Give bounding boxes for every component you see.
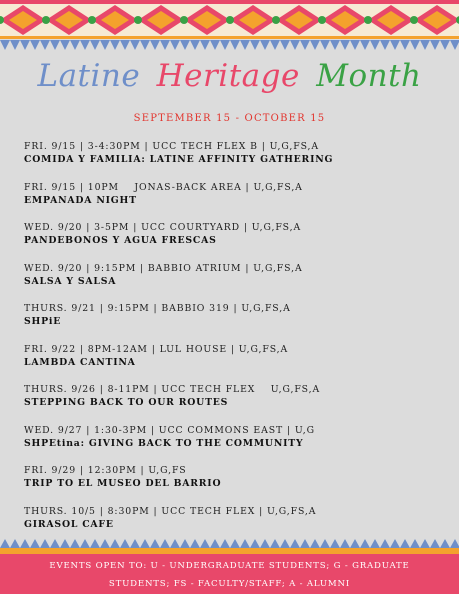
border-sawtooth (40, 539, 50, 548)
border-sawtooth (50, 40, 60, 50)
border-sawtooth (170, 539, 180, 548)
border-sawtooth (420, 539, 430, 548)
border-dot (134, 16, 142, 24)
border-sawtooth (240, 539, 250, 548)
border-sawtooth (180, 40, 190, 50)
border-sawtooth (220, 40, 230, 50)
border-sawtooth (400, 539, 410, 548)
border-dot (180, 16, 188, 24)
border-sawtooth (240, 40, 250, 50)
event-when: THURS. 9/21 | 9:15PM | BABBIO 319 | U,G,FS,A (24, 303, 291, 314)
border-sawtooth (300, 539, 310, 548)
audience-legend-line2: STUDENTS; FS - FACULTY/STAFF; A - ALUMNI (108, 579, 351, 589)
border-sawtooth (430, 539, 440, 548)
border-sawtooth (420, 40, 430, 50)
border-sawtooth (440, 40, 450, 50)
event-item (24, 262, 444, 303)
border-sawtooth (0, 539, 10, 548)
border-sawtooth (260, 539, 270, 548)
event-name: TRIP TO EL MUSEO DEL BARRIO (24, 478, 222, 489)
event-item (24, 343, 444, 384)
border-sawtooth (400, 40, 410, 50)
border-sawtooth (320, 40, 330, 50)
border-dot (88, 16, 96, 24)
border-sawtooth (210, 539, 220, 548)
border-sawtooth (280, 40, 290, 50)
border-sawtooth (380, 40, 390, 50)
audience-legend-line1: EVENTS OPEN TO: U - UNDERGRADUATE STUDENTS; G - GRADUATE (49, 561, 410, 571)
border-sawtooth (20, 40, 30, 50)
border-dot (226, 16, 234, 24)
border-sawtooth (140, 40, 150, 50)
event-when: THURS. 10/5 | 8:30PM | UCC TECH FLEX | U,G,FS,A (24, 505, 317, 517)
border-sawtooth (200, 40, 210, 50)
border-sawtooth (0, 40, 10, 50)
border-dot (410, 16, 418, 24)
border-sawtooth (20, 539, 30, 548)
border-sawtooth (290, 40, 300, 50)
border-sawtooth (130, 539, 140, 548)
border-sawtooth (330, 539, 340, 548)
event-name: STEPPING BACK TO OUR ROUTES (24, 397, 229, 408)
title-word-heritage: Heritage (156, 58, 300, 94)
border-sawtooth (50, 539, 60, 548)
border-sawtooth (450, 539, 459, 548)
event-name: LAMBDA CANTINA (24, 356, 136, 368)
border-sawtooth (300, 40, 310, 50)
border-sawtooth (410, 539, 420, 548)
border-sawtooth (450, 40, 459, 50)
border-sawtooth (370, 40, 380, 50)
border-sawtooth (120, 539, 130, 548)
border-sawtooth (180, 539, 190, 548)
event-when: WED. 9/20 | 9:15PM | BABBIO ATRIUM | U,G,FS,A (24, 262, 303, 274)
border-sawtooth (30, 539, 40, 548)
date-range-subtitle: SEPTEMBER 15 - OCTOBER 15 (133, 113, 326, 124)
border-sawtooth (290, 539, 300, 548)
border-sawtooth (60, 539, 70, 548)
event-name: SALSA Y SALSA (24, 275, 117, 287)
border-sawtooth (350, 539, 360, 548)
border-sawtooth (310, 40, 320, 50)
border-sawtooth (270, 40, 280, 50)
border-sawtooth (150, 40, 160, 50)
event-item (24, 424, 444, 465)
border-sawtooth (430, 40, 440, 50)
border-sawtooth (210, 40, 220, 50)
border-sawtooth (260, 40, 270, 50)
event-when: WED. 9/20 | 3-5PM | UCC COURTYARD | U,G,FS,A (24, 222, 302, 233)
events-list (24, 140, 444, 545)
border-sawtooth (340, 539, 350, 548)
event-item (24, 383, 444, 424)
top-decorative-border (0, 0, 459, 54)
border-sawtooth (350, 40, 360, 50)
border-sawtooth (80, 539, 90, 548)
border-sawtooth (110, 539, 120, 548)
event-name: COMIDA Y FAMILIA: LATINE AFFINITY GATHERING (24, 154, 334, 165)
border-sawtooth (330, 40, 340, 50)
border-sawtooth (120, 40, 130, 50)
event-name: SHPiE (24, 316, 62, 327)
border-sawtooth (30, 40, 40, 50)
border-dot (318, 16, 326, 24)
border-sawtooth (190, 40, 200, 50)
border-sawtooth (150, 539, 160, 548)
border-sawtooth (390, 40, 400, 50)
border-sawtooth (80, 40, 90, 50)
border-sawtooth (310, 539, 320, 548)
event-when: FRI. 9/22 | 8PM-12AM | LUL HOUSE | U,G,FS,A (24, 343, 289, 355)
event-when: THURS. 9/26 | 8-11PM | UCC TECH FLEX U,G,FS,A (24, 384, 321, 395)
title-word-latine: Latine (37, 58, 141, 94)
border-sawtooth (230, 40, 240, 50)
border-dot (42, 16, 50, 24)
border-sawtooth (10, 40, 20, 50)
border-sawtooth (90, 40, 100, 50)
border-sawtooth (280, 539, 290, 548)
event-name: EMPANADA NIGHT (24, 194, 137, 206)
border-sawtooth (90, 539, 100, 548)
border-sawtooth (440, 539, 450, 548)
border-sawtooth (200, 539, 210, 548)
event-item (24, 464, 444, 505)
border-sawtooth (410, 40, 420, 50)
border-sawtooth (270, 539, 280, 548)
border-sawtooth (380, 539, 390, 548)
border-sawtooth (250, 539, 260, 548)
border-sawtooth (10, 539, 20, 548)
event-name: GIRASOL CAFE (24, 518, 114, 530)
border-sawtooth (100, 539, 110, 548)
border-sawtooth (250, 40, 260, 50)
border-sawtooth (320, 539, 330, 548)
event-item (24, 302, 444, 343)
border-sawtooth (60, 40, 70, 50)
border-sawtooth (110, 40, 120, 50)
event-name: PANDEBONOS Y AGUA FRESCAS (24, 235, 217, 246)
border-dot (272, 16, 280, 24)
event-item (24, 181, 444, 222)
border-sawtooth (220, 539, 230, 548)
border-dot (364, 16, 372, 24)
event-when: FRI. 9/29 | 12:30PM | U,G,FS (24, 465, 187, 476)
border-sawtooth (190, 539, 200, 548)
border-sawtooth (40, 40, 50, 50)
event-when: FRI. 9/15 | 10PM JONAS-BACK AREA | U,G,FS,A (24, 181, 303, 193)
border-sawtooth (130, 40, 140, 50)
border-sawtooth (360, 539, 370, 548)
event-when: WED. 9/27 | 1:30-3PM | UCC COMMONS EAST | U,G (24, 424, 315, 436)
border-sawtooth (70, 539, 80, 548)
border-sawtooth (360, 40, 370, 50)
border-sawtooth (140, 539, 150, 548)
event-name: SHPEtina: GIVING BACK TO THE COMMUNITY (24, 437, 304, 449)
border-sawtooth (230, 539, 240, 548)
audience-legend (0, 557, 459, 593)
border-sawtooth (70, 40, 80, 50)
event-when: FRI. 9/15 | 3-4:30PM | UCC TECH FLEX B | U,G,FS,A (24, 141, 319, 152)
page-title (0, 58, 459, 94)
border-sawtooth (370, 539, 380, 548)
border-sawtooth (170, 40, 180, 50)
title-word-month: Month (316, 58, 422, 94)
border-stripe (0, 36, 459, 39)
event-item (24, 221, 444, 262)
border-sawtooth (390, 539, 400, 548)
border-sawtooth (160, 40, 170, 50)
event-item (24, 140, 444, 181)
border-stripe (0, 0, 459, 4)
border-sawtooth (160, 539, 170, 548)
border-sawtooth (100, 40, 110, 50)
border-sawtooth (340, 40, 350, 50)
